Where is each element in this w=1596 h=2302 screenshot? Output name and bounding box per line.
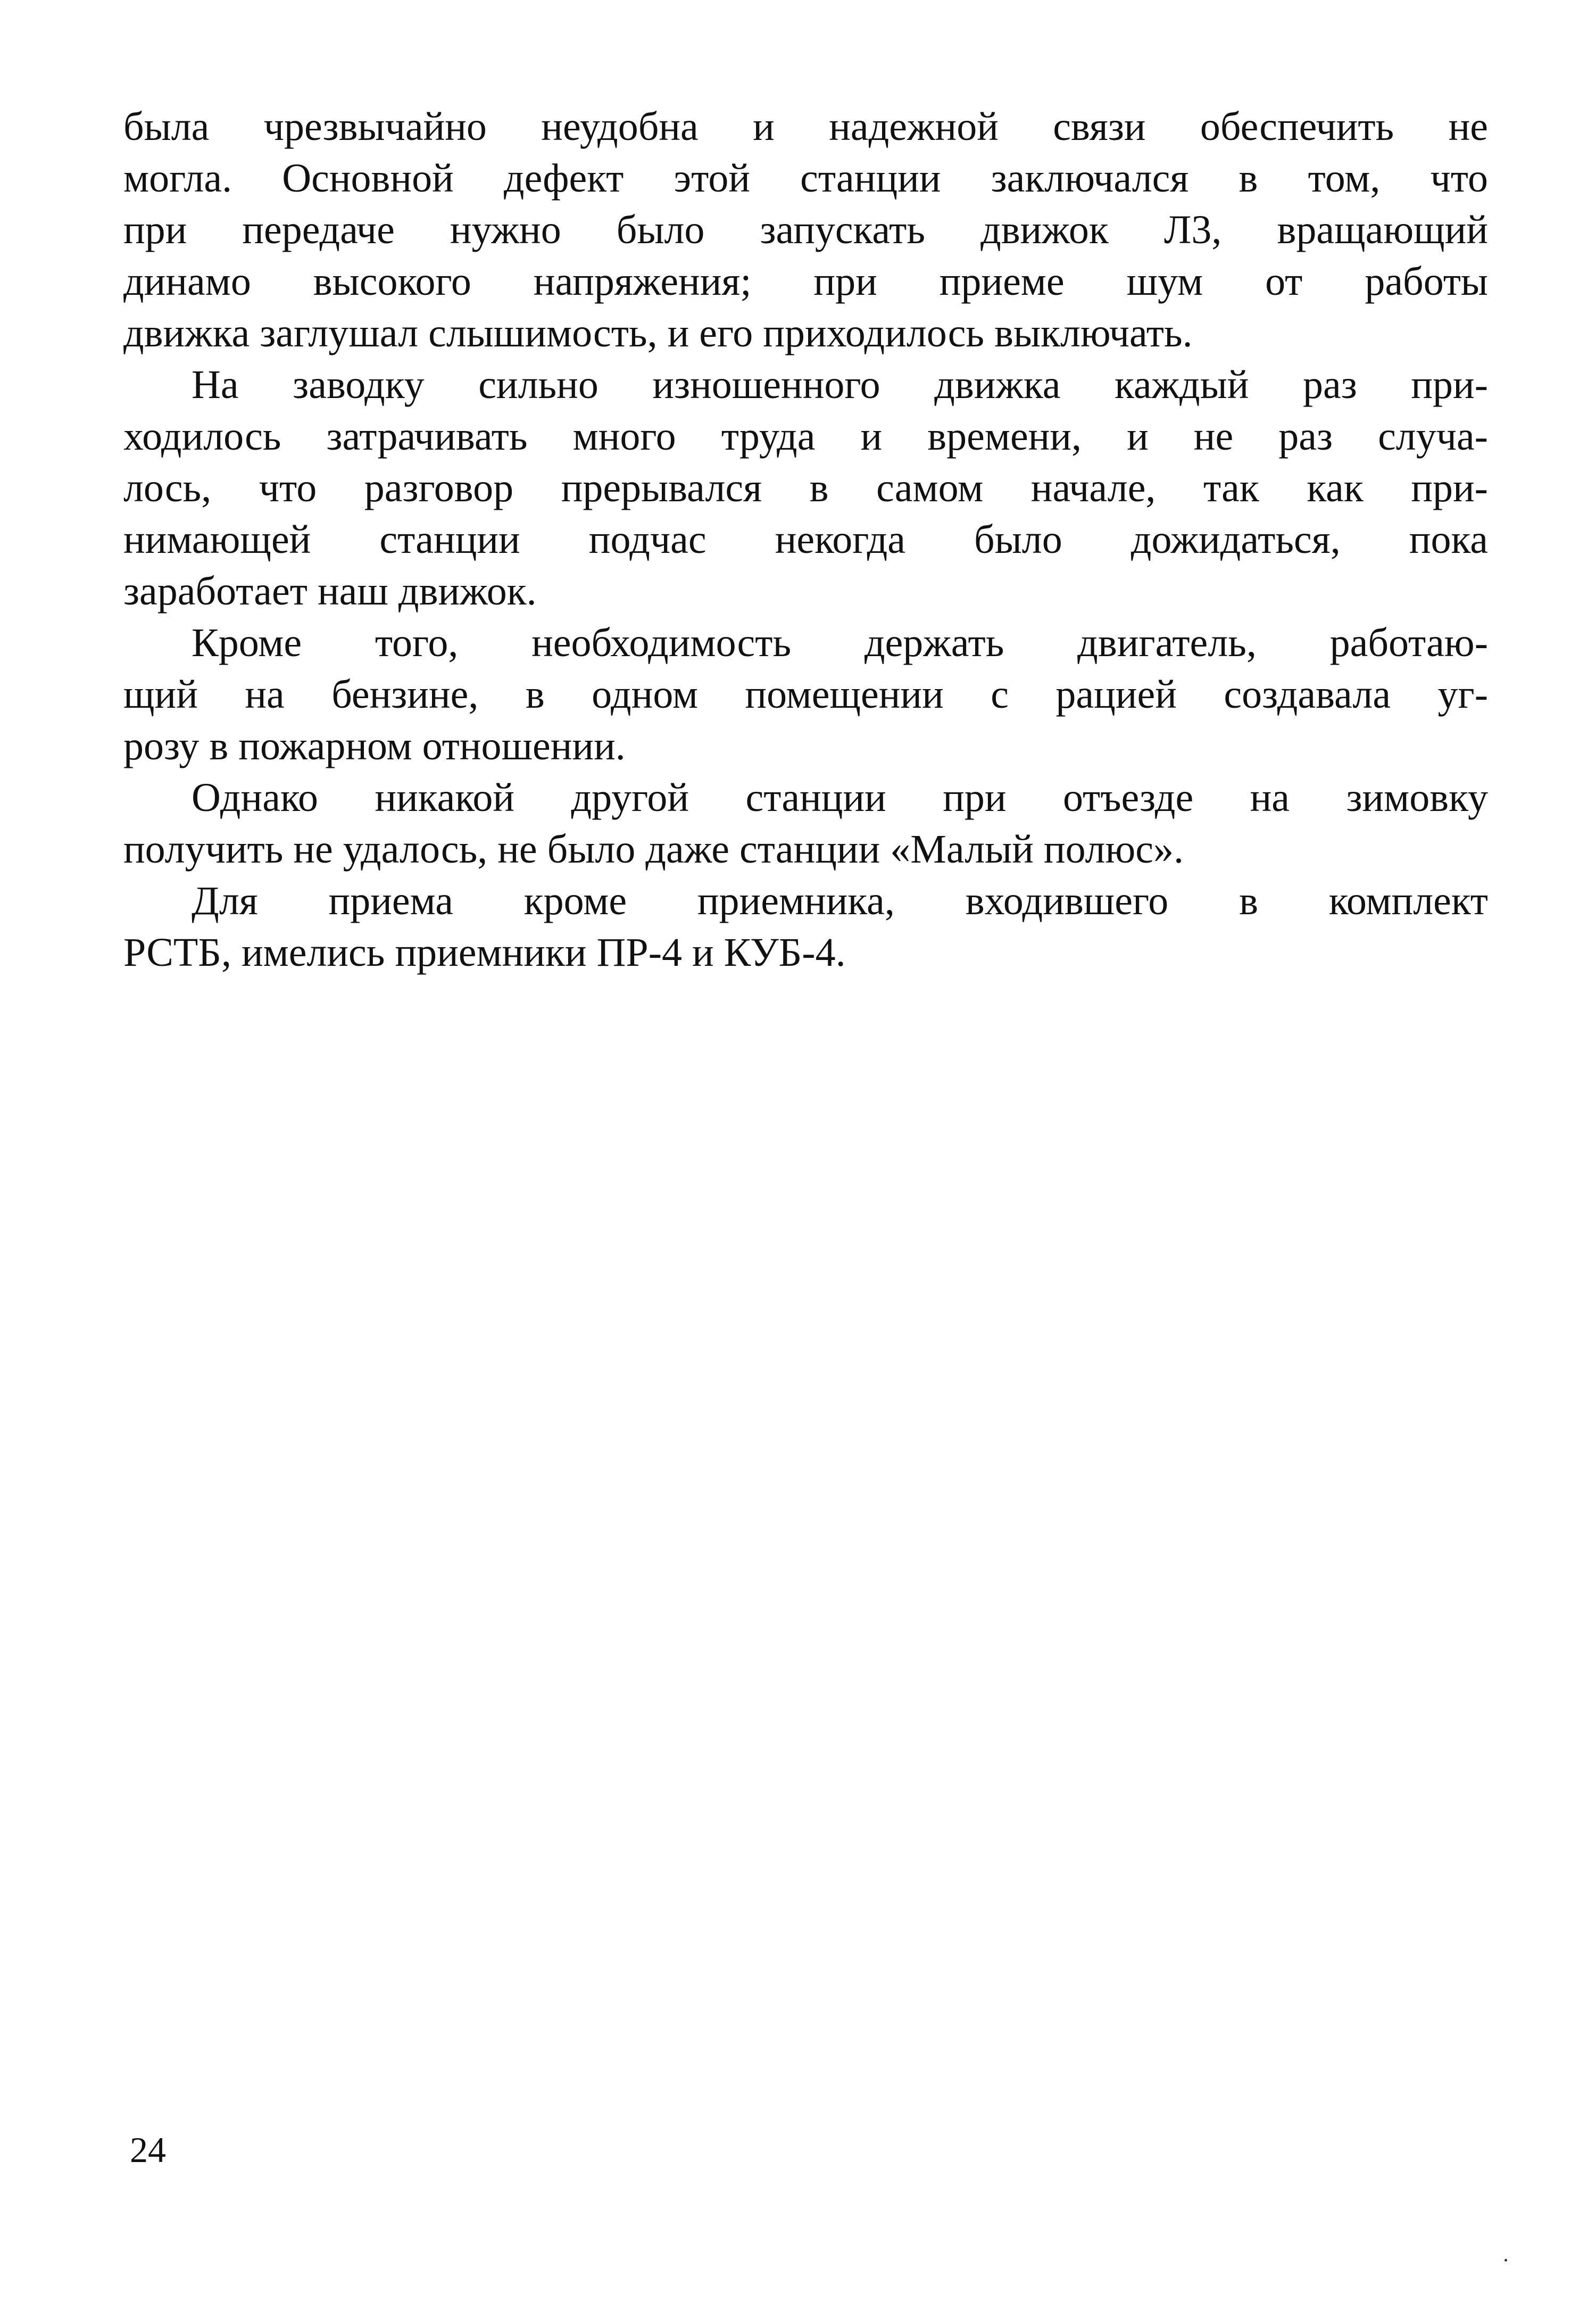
page-number: 24 [130, 2130, 166, 2170]
text-line: розу в пожарном отношении. [123, 724, 626, 768]
text-line: Кроме того, необходимость держать двигатель, работаю- [192, 620, 1488, 665]
text-line: Для приема кроме приемника, входившего в комплект [192, 879, 1488, 923]
text-line: РСТБ, имелись приемники ПР-4 и КУБ-4. [123, 930, 846, 975]
body-text [123, 101, 1488, 979]
text-line: Однако никакой другой станции при отъезде на зимовку [192, 775, 1488, 820]
text-line: динамо высокого напряжения; при приеме шум от работы [123, 259, 1488, 304]
text-line: получить не удалось, не было даже станции «Малый полюс». [123, 827, 1184, 872]
text-line: могла. Основной дефект этой станции заключался в том, что [123, 156, 1488, 201]
text-line: На заводку сильно изношенного движка каждый раз при- [192, 362, 1488, 407]
text-line: при передаче нужно было запускать движок Л3, вращающий [123, 208, 1488, 252]
text-line: щий на бензине, в одном помещении с рацией создавала уг- [123, 672, 1488, 717]
text-line: заработает наш движок. [123, 569, 537, 614]
text-line: нимающей станции подчас некогда было дожидаться, пока [123, 517, 1488, 562]
print-speck [1504, 2259, 1507, 2262]
text-line: была чрезвычайно неудобна и надежной связи обеспечить не [123, 104, 1488, 149]
text-line: лось, что разговор прерывался в самом начале, так как при- [123, 466, 1488, 510]
text-line: движка заглушал слышимость, и его приходилось выключать. [123, 311, 1193, 355]
text-line: ходилось затрачивать много труда и времени, и не раз случа- [123, 414, 1488, 459]
